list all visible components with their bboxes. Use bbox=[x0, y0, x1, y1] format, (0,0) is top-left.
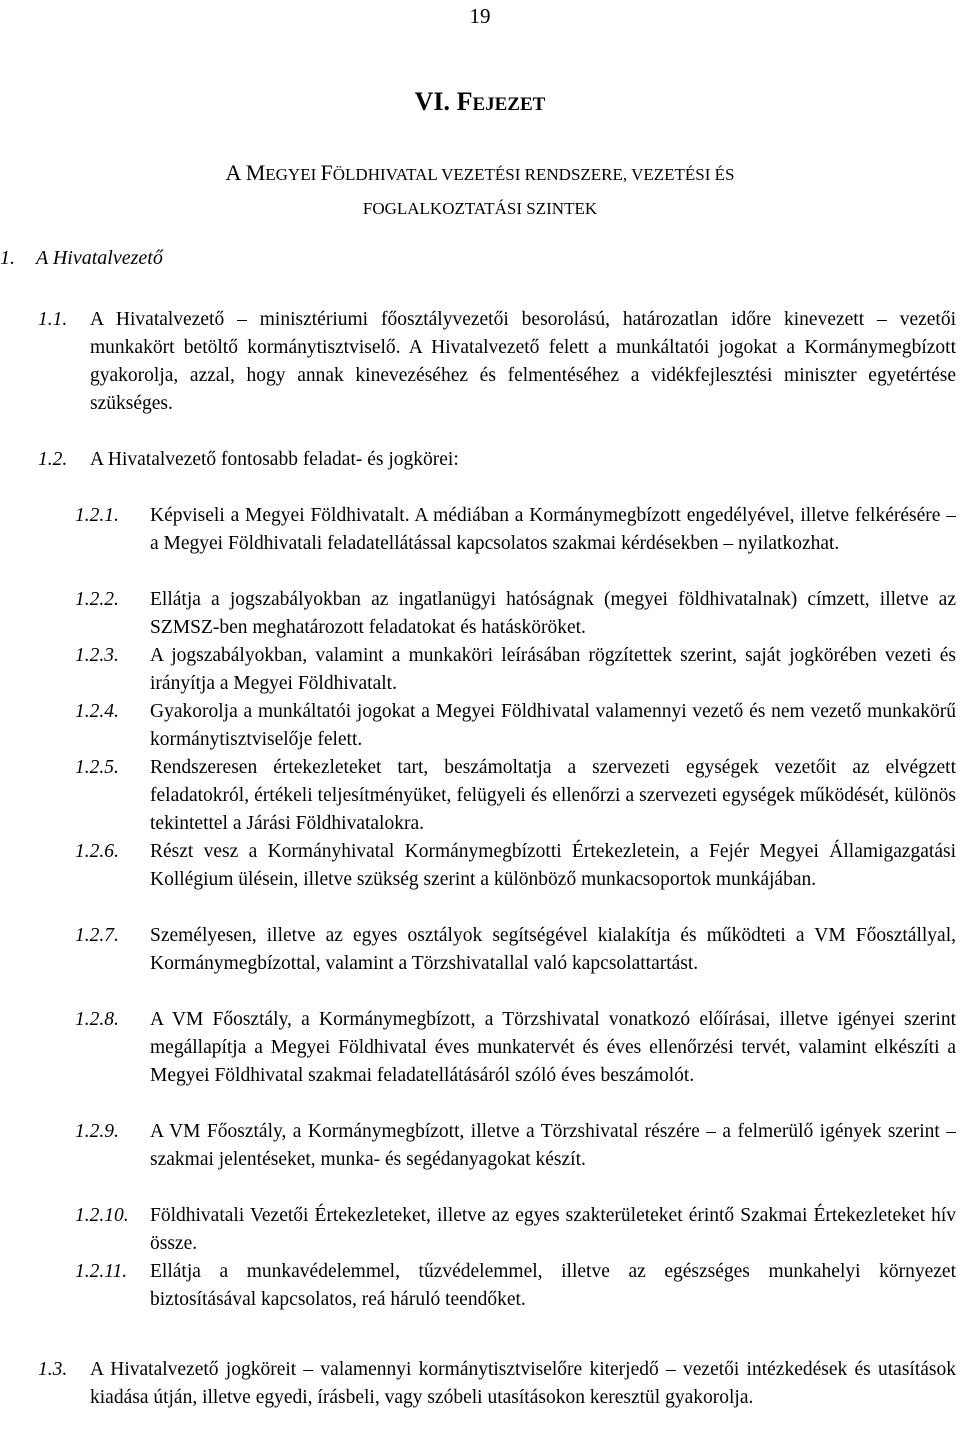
list-item-number: 1.2.6. bbox=[75, 841, 119, 862]
chapter-title-m-rest: EGYEI bbox=[265, 165, 321, 184]
list-item-text: Képviseli a Megyei Földhivatalt. A médiában a Kormánymegbízott engedélyével, illetve felkérésére – a Megyei Földhivatali feladatellátással kapcsolatos szakmai kérdésekben – nyilatkozhat. bbox=[150, 505, 956, 554]
paragraph-number: 1.2. bbox=[38, 449, 68, 470]
paragraph-1-1 bbox=[38, 306, 956, 418]
list-item bbox=[75, 754, 956, 838]
list-item-number: 1.2.9. bbox=[75, 1121, 119, 1142]
task-list bbox=[75, 502, 956, 1314]
chapter-title-a: A bbox=[225, 160, 246, 185]
section-number: 1. bbox=[0, 247, 15, 269]
section-title: A Hivatalvezető bbox=[36, 247, 163, 269]
list-item bbox=[75, 1202, 956, 1258]
list-item bbox=[75, 642, 956, 698]
page-number: 19 bbox=[469, 4, 491, 28]
list-item-text: Személyesen, illetve az egyes osztályok segítségével kialakítja és működteti a VM Főosztállyal, Kormánymegbízottal, valamint a Törzshivatallal való kapcsolattartást. bbox=[150, 925, 956, 974]
chapter-title-m-cap: M bbox=[245, 160, 266, 185]
paragraph-1-2 bbox=[38, 446, 459, 474]
list-item-number: 1.2.3. bbox=[75, 645, 119, 666]
list-item-text: Rendszeresen értekezleteket tart, beszámoltatja a szervezeti egységek vezetőit az elvégzett feladatokról, értékeli teljesítményüket, felügyeli és ellenőrzi a szervezeti egységek működését, különös tekintettel a Járási Földhivatalokra. bbox=[150, 757, 956, 834]
chapter-heading bbox=[0, 88, 960, 119]
chapter-word-cap: F bbox=[456, 87, 473, 116]
list-item-text: Ellátja a munkavédelemmel, tűzvédelemmel, illetve az egészséges munkahelyi környezet biztosításával kapcsolatos, reá háruló teendőket. bbox=[150, 1261, 956, 1310]
paragraph-text: A Hivatalvezető – minisztériumi főosztályvezetői besorolású, határozatlan időre kinevezett – vezetői munkakört betöltő kormánytisztviselő. A Hivatalvezető felett a munkáltatói jogokat a Kormánymegbízott gyakorolja, azzal, hogy annak kinevezéséhez és felmentéséhez a vidékfejlesztési miniszter egyetértése szükséges. bbox=[90, 309, 956, 414]
chapter-title-f-cap: F bbox=[320, 160, 333, 185]
paragraph-number: 1.3. bbox=[38, 1359, 68, 1380]
list-item-text: A VM Főosztály, a Kormánymegbízott, a Törzshivatal vonatkozó előírásai, illetve igényei szerint megállapítja a Megyei Földhivatal éves munkatervét és éves ellenőrzési tervét, valamint elkészíti a Megyei Földhivatal szakmai feladatellátásáról szóló éves beszámolót. bbox=[150, 1009, 956, 1086]
list-item-number: 1.2.5. bbox=[75, 757, 119, 778]
section-heading bbox=[0, 244, 163, 272]
chapter-title bbox=[0, 156, 960, 226]
list-item bbox=[75, 838, 956, 922]
chapter-title-f-rest: ÖLDHIVATAL VEZETÉSI RENDSZERE, VEZETÉSI ÉS bbox=[332, 165, 735, 184]
list-item-text: A jogszabályokban, valamint a munkaköri leírásában rögzítettek szerint, saját jogkörében vezeti és irányítja a Megyei Földhivatalt. bbox=[150, 645, 956, 694]
list-item-text: Részt vesz a Kormányhivatal Kormánymegbízotti Értekezletein, a Fejér Megyei Államigazgatási Kollégium ülésein, illetve szükség szerint a különböző munkacsoportok munkájában. bbox=[150, 841, 956, 890]
list-item-number: 1.2.2. bbox=[75, 589, 119, 610]
chapter-title-line2: FOGLALKOZTATÁSI SZINTEK bbox=[362, 199, 598, 218]
list-item-number: 1.2.7. bbox=[75, 925, 119, 946]
list-item bbox=[75, 1258, 956, 1314]
list-item-text: Gyakorolja a munkáltatói jogokat a Megyei Földhivatal valamennyi vezető és nem vezető munkakörű kormánytisztviselője felett. bbox=[150, 701, 956, 750]
list-item-text: Ellátja a jogszabályokban az ingatlanügyi hatóságnak (megyei földhivatalnak) címzett, illetve az SZMSZ-ben meghatározott feladatokat és hatásköröket. bbox=[150, 589, 956, 638]
list-item-number: 1.2.10. bbox=[75, 1205, 129, 1226]
paragraph-number: 1.1. bbox=[38, 309, 68, 330]
paragraph-text: A Hivatalvezető fontosabb feladat- és jogkörei: bbox=[90, 449, 459, 470]
list-item-text: A VM Főosztály, a Kormánymegbízott, illetve a Törzshivatal részére – a felmerülő igények szerint – szakmai jelentéseket, munka- és segédanyagokat készít. bbox=[150, 1121, 956, 1170]
paragraph-text: A Hivatalvezető jogköreit – valamennyi kormánytisztviselőre kiterjedő – vezetői intézkedések és utasítások kiadása útján, illetve egyedi, írásbeli, vagy szóbeli utasításokon keresztül gyakorolja. bbox=[90, 1359, 956, 1408]
list-item-number: 1.2.11. bbox=[75, 1261, 128, 1282]
list-item-number: 1.2.1. bbox=[75, 505, 119, 526]
list-item bbox=[75, 586, 956, 642]
list-item bbox=[75, 698, 956, 754]
list-item-number: 1.2.8. bbox=[75, 1009, 119, 1030]
list-item-number: 1.2.4. bbox=[75, 701, 119, 722]
chapter-roman: VI. bbox=[414, 87, 451, 116]
paragraph-1-3 bbox=[38, 1356, 956, 1412]
list-item bbox=[75, 922, 956, 1006]
list-item bbox=[75, 502, 956, 586]
chapter-title-line1 bbox=[0, 156, 960, 192]
list-item bbox=[75, 1118, 956, 1202]
chapter-word-rest: EJEZET bbox=[472, 94, 546, 115]
list-item bbox=[75, 1006, 956, 1118]
list-item-text: Földhivatali Vezetői Értekezleteket, illetve az egyes szakterületeket érintő Szakmai Értekezleteket hív össze. bbox=[150, 1205, 956, 1254]
